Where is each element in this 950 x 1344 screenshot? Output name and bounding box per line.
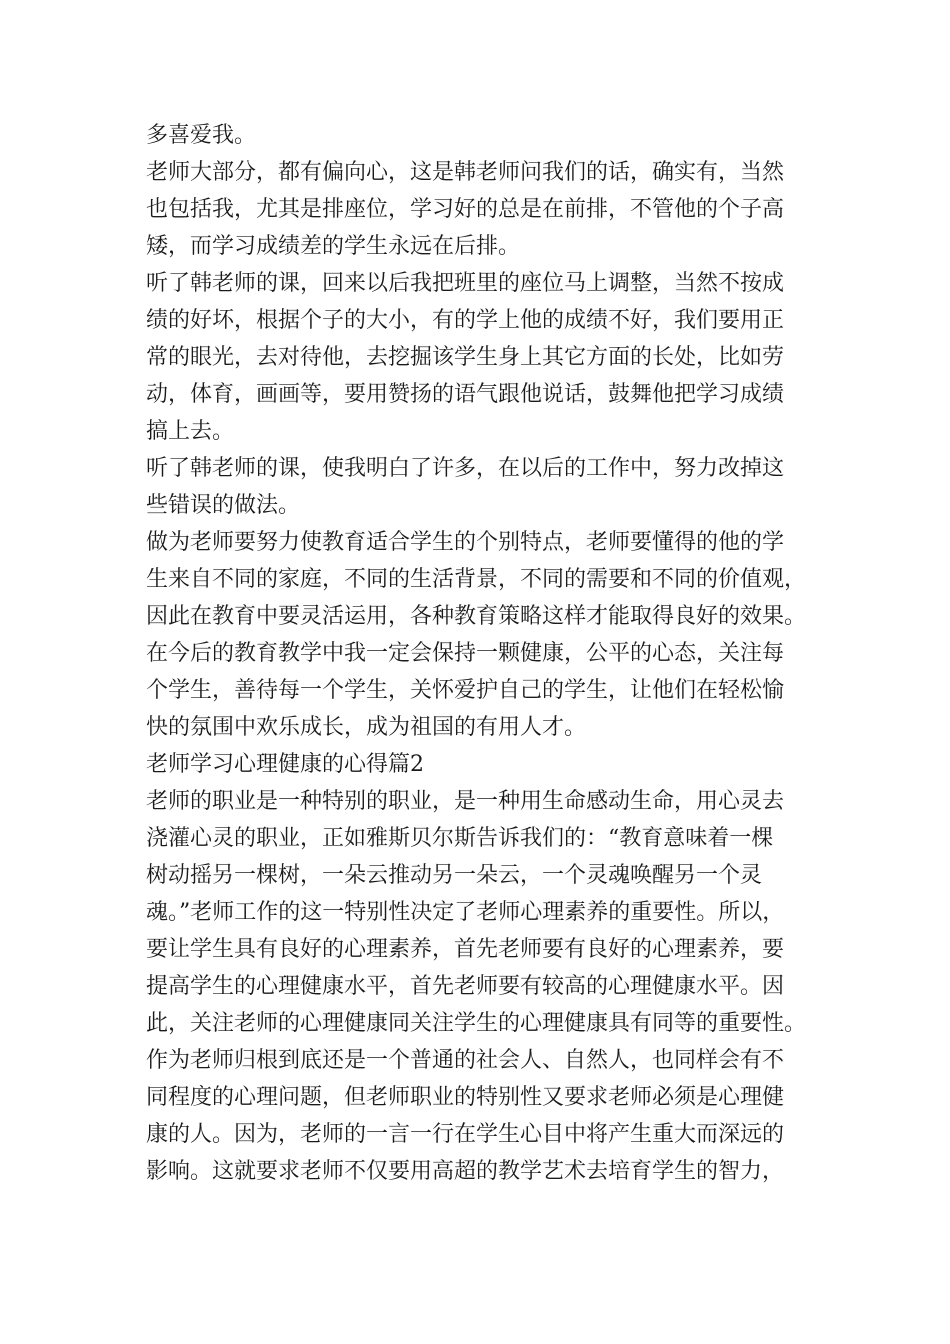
text-line: 听了韩老师的课，回来以后我把班里的座位马上调整，当然不按成 — [146, 271, 785, 296]
text-line: 矮，而学习成绩差的学生永远在后排。 — [146, 234, 521, 259]
text-line: 浇灌心灵的职业，正如雅斯贝尔斯告诉我们的：“教育意味着一棵 — [146, 826, 774, 851]
text-line: 作为老师归根到底还是一个普通的社会人、自然人，也同样会有不 — [146, 1048, 785, 1073]
text-line: 做为老师要努力使教育适合学生的个别特点，老师要懂得的他的学 — [146, 530, 785, 555]
text-line: 因此在教育中要灵活运用，各种教育策略这样才能取得良好的效果。 — [146, 604, 807, 629]
text-line: 在今后的教育教学中我一定会保持一颗健康，公平的心态，关注每 — [146, 641, 785, 666]
text-line: 影响。这就要求老师不仅要用高超的教学艺术去培育学生的智力， — [146, 1159, 785, 1184]
text-line: 老师的职业是一种特别的职业，是一种用生命感动生命，用心灵去 — [146, 789, 785, 814]
text-line: 些错误的做法。 — [146, 493, 301, 518]
text-line: 生来自不同的家庭，不同的生活背景，不同的需要和不同的价值观， — [146, 567, 807, 592]
body-text — [146, 117, 836, 1190]
text-line: 多喜爱我。 — [146, 123, 257, 148]
text-line: 听了韩老师的课，使我明白了许多，在以后的工作中，努力改掉这 — [146, 456, 785, 481]
text-line: 也包括我，尤其是排座位，学习好的总是在前排，不管他的个子高 — [146, 197, 785, 222]
text-line: 树动摇另一棵树，一朵云推动另一朵云，一个灵魂唤醒另一个灵 — [146, 863, 763, 888]
text-line: 同程度的心理问题，但老师职业的特别性又要求老师必须是心理健 — [146, 1085, 785, 1110]
text-line: 魂。”老师工作的这一特别性决定了老师心理素养的重要性。所以， — [146, 900, 785, 925]
text-line: 动，体育，画画等，要用赞扬的语气跟他说话，鼓舞他把学习成绩 — [146, 382, 785, 407]
text-line: 康的人。因为，老师的一言一行在学生心目中将产生重大而深远的 — [146, 1122, 785, 1147]
text-line: 此，关注老师的心理健康同关注学生的心理健康具有同等的重要性。 — [146, 1011, 807, 1036]
text-line: 个学生，善待每一个学生，关怀爱护自己的学生，让他们在轻松愉 — [146, 678, 785, 703]
text-line: 快的氛围中欢乐成长，成为祖国的有用人才。 — [146, 715, 587, 740]
text-line: 提高学生的心理健康水平，首先老师要有较高的心理健康水平。因 — [146, 974, 785, 999]
text-line: 搞上去。 — [146, 419, 235, 444]
section-heading: 老师学习心理健康的心得篇2 — [146, 752, 424, 777]
text-line: 要让学生具有良好的心理素养，首先老师要有良好的心理素养，要 — [146, 937, 785, 962]
text-line: 老师大部分，都有偏向心，这是韩老师问我们的话，确实有，当然 — [146, 160, 785, 185]
text-line: 绩的好坏，根据个子的大小，有的学上他的成绩不好，我们要用正 — [146, 308, 785, 333]
text-line: 常的眼光，去对待他，去挖掘该学生身上其它方面的长处，比如劳 — [146, 345, 785, 370]
